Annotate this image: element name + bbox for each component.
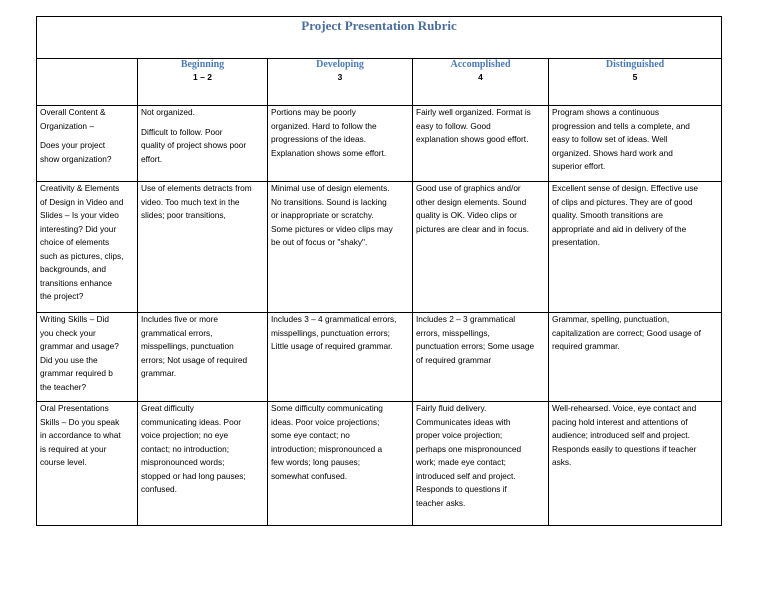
- text-line: audience; introduced self and project.: [552, 430, 690, 440]
- rubric-table: [36, 16, 722, 526]
- text-line: presentation.: [552, 237, 600, 247]
- text-line: easy to follow set of ideas. Well: [552, 134, 668, 144]
- text-line: perhaps one mispronounced: [416, 443, 522, 454]
- criterion-cell: [37, 182, 138, 313]
- text-line: work; made eye contact;: [416, 457, 506, 467]
- text-line: errors, misspellings,: [416, 327, 490, 338]
- text-line: Well-rehearsed. Voice, eye contact and: [552, 403, 697, 413]
- text-line: Fairly well organized. Format is: [416, 107, 531, 117]
- score-cell-beginning: [138, 402, 268, 526]
- rubric-row-writing-skills: [37, 313, 722, 402]
- text-line: Writing Skills – Did: [40, 314, 110, 324]
- text-line: mispronounced words;: [141, 457, 225, 467]
- text-line: No transitions. Sound is lacking: [271, 196, 387, 207]
- text-line: misspellings, punctuation: [141, 341, 234, 351]
- text-line: organized. Shows hard work and: [552, 147, 673, 158]
- text-line: Great difficulty: [141, 403, 194, 413]
- text-line: Some pictures or video clips may: [271, 223, 393, 234]
- text-line: slides; poor transitions,: [141, 210, 226, 220]
- text-line: Some difficulty communicating: [271, 403, 383, 413]
- title-row: [37, 17, 722, 59]
- text-line: other design elements. Sound: [416, 196, 527, 207]
- text-line: grammar required b: [40, 368, 113, 378]
- rubric-row-content-organization: [37, 106, 722, 182]
- text-line: Little usage of required grammar.: [271, 341, 393, 351]
- text-line: of Design in Video and: [40, 196, 124, 207]
- text-line: appropriate and aid in delivery of the: [552, 223, 687, 234]
- text-line: quality is OK. Video clips or: [416, 210, 517, 220]
- header-developing: [268, 59, 413, 106]
- score-cell-developing: [268, 182, 413, 313]
- text-line: somewhat confused.: [271, 470, 348, 481]
- text-line: organized. Hard to follow the: [271, 120, 377, 131]
- text-line: Includes 3 – 4 grammatical errors,: [271, 314, 397, 324]
- title-cell: [37, 17, 722, 59]
- text-line: proper voice projection;: [416, 430, 503, 440]
- score-cell-distinguished: [549, 402, 722, 526]
- text-line: effort.: [141, 153, 163, 164]
- text-line: progression and tells a complete, and: [552, 120, 690, 131]
- score-cell-accomplished: [413, 313, 549, 402]
- text-line: misspellings, punctuation errors;: [271, 327, 390, 338]
- level-name: Beginning: [180, 59, 225, 70]
- level-points: 3: [337, 72, 343, 82]
- text-line: voice projection; no eye: [141, 430, 229, 440]
- level-name: Distinguished: [605, 59, 665, 70]
- text-line: Difficult to follow. Poor: [141, 126, 223, 137]
- text-line: few words; long pauses;: [271, 457, 361, 467]
- header-beginning: [138, 59, 268, 106]
- rubric-row-oral-presentation: [37, 402, 722, 526]
- score-cell-beginning: [138, 313, 268, 402]
- text-line: grammatical errors,: [141, 327, 213, 338]
- text-line: Explanation shows some effort.: [271, 147, 387, 158]
- text-line: errors; Not usage of required: [141, 354, 248, 365]
- level-name: Accomplished: [450, 59, 511, 70]
- text-line: the project?: [40, 291, 84, 301]
- text-line: required grammar.: [552, 341, 620, 351]
- score-cell-developing: [268, 402, 413, 526]
- text-line: Overall Content &: [40, 107, 106, 117]
- text-line: easy to follow. Good: [416, 120, 491, 131]
- text-line: in accordance to what: [40, 430, 121, 440]
- text-line: Portions may be poorly: [271, 107, 356, 117]
- text-line: introduced self and project.: [416, 470, 516, 481]
- page-title: Project Presentation Rubric: [301, 18, 457, 33]
- text-line: teacher asks.: [416, 497, 466, 508]
- level-points: 5: [632, 72, 638, 82]
- score-cell-beginning: [138, 106, 268, 182]
- text-line: quality of project shows poor: [141, 140, 247, 150]
- score-cell-accomplished: [413, 402, 549, 526]
- text-line: quality. Smooth transitions are: [552, 210, 663, 220]
- text-line: Use of elements detracts from: [141, 183, 252, 193]
- text-line: Includes 2 – 3 grammatical: [416, 314, 516, 324]
- text-line: some eye contact; no: [271, 430, 350, 440]
- text-line: Program shows a continuous: [552, 107, 659, 117]
- text-line: of clips and pictures. They are of good: [552, 196, 693, 207]
- header-accomplished: [413, 59, 549, 106]
- text-line: Fairly fluid delivery.: [416, 403, 487, 413]
- score-cell-accomplished: [413, 106, 549, 182]
- text-line: stopped or had long pauses;: [141, 470, 246, 481]
- criterion-cell: [37, 313, 138, 402]
- text-line: asks.: [552, 457, 572, 467]
- text-line: Not organized.: [141, 107, 195, 117]
- text-line: capitalization are correct; Good usage of: [552, 327, 701, 338]
- text-line: choice of elements: [40, 237, 110, 247]
- text-line: the teacher?: [40, 381, 87, 392]
- text-line: Did you use the: [40, 354, 98, 365]
- text-line: backgrounds, and: [40, 264, 106, 274]
- score-cell-distinguished: [549, 106, 722, 182]
- score-cell-developing: [268, 106, 413, 182]
- header-distinguished: [549, 59, 722, 106]
- text-line: progressions of the ideas.: [271, 134, 367, 144]
- text-line: or inappropriate or scratchy.: [271, 210, 374, 220]
- text-line: Responds easily to questions if teacher: [552, 443, 697, 454]
- level-points: 1 – 2: [193, 72, 212, 82]
- text-line: Responds to questions if: [416, 484, 507, 494]
- text-line: Minimal use of design elements.: [271, 183, 390, 193]
- level-points: 4: [478, 72, 483, 82]
- text-line: Organization –: [40, 120, 94, 131]
- text-line: such as pictures, clips,: [40, 250, 124, 261]
- text-line: be out of focus or "shaky".: [271, 237, 368, 247]
- level-name: Developing: [316, 59, 364, 70]
- header-criteria-cell: [37, 59, 138, 106]
- text-line: interesting? Did your: [40, 223, 117, 234]
- criterion-cell: [37, 402, 138, 526]
- text-line: pictures are clear and in focus.: [416, 223, 529, 234]
- rubric-row-creativity-design: [37, 182, 722, 313]
- text-line: grammar.: [141, 368, 177, 378]
- text-line: communicating ideas. Poor: [141, 416, 242, 427]
- text-line: Creativity & Elements: [40, 183, 120, 193]
- text-line: ideas. Poor voice projections;: [271, 416, 380, 427]
- text-line: punctuation errors; Some usage: [416, 341, 535, 351]
- text-line: explanation shows good effort.: [416, 134, 529, 144]
- text-line: course level.: [40, 457, 87, 467]
- text-line: show organization?: [40, 153, 112, 164]
- text-line: Includes five or more: [141, 314, 219, 324]
- text-line: you check your: [40, 327, 96, 338]
- text-line: Skills – Do you speak: [40, 416, 120, 427]
- text-line: Good use of graphics and/or: [416, 183, 521, 193]
- text-line: transitions enhance: [40, 277, 112, 288]
- header-row: [37, 59, 722, 106]
- score-cell-beginning: [138, 182, 268, 313]
- criterion-cell: [37, 106, 138, 182]
- text-line: Slides – Is your video: [40, 210, 119, 220]
- score-cell-distinguished: [549, 313, 722, 402]
- text-line: of required grammar: [416, 354, 492, 365]
- text-line: confused.: [141, 484, 177, 494]
- text-line: pacing hold interest and attentions of: [552, 416, 688, 427]
- text-line: Excellent sense of design. Effective use: [552, 183, 699, 193]
- text-line: superior effort.: [552, 161, 606, 171]
- text-line: Oral Presentations: [40, 403, 109, 413]
- text-line: introduction; mispronounced a: [271, 443, 383, 454]
- text-line: is required at your: [40, 443, 107, 454]
- text-line: contact; no introduction;: [141, 443, 230, 454]
- text-line: video. Too much text in the: [141, 196, 240, 207]
- text-line: Communicates ideas with: [416, 416, 511, 427]
- text-line: Does your project: [40, 140, 106, 150]
- text-line: grammar and usage?: [40, 341, 119, 351]
- score-cell-accomplished: [413, 182, 549, 313]
- text-line: Grammar, spelling, punctuation,: [552, 314, 670, 324]
- score-cell-distinguished: [549, 182, 722, 313]
- score-cell-developing: [268, 313, 413, 402]
